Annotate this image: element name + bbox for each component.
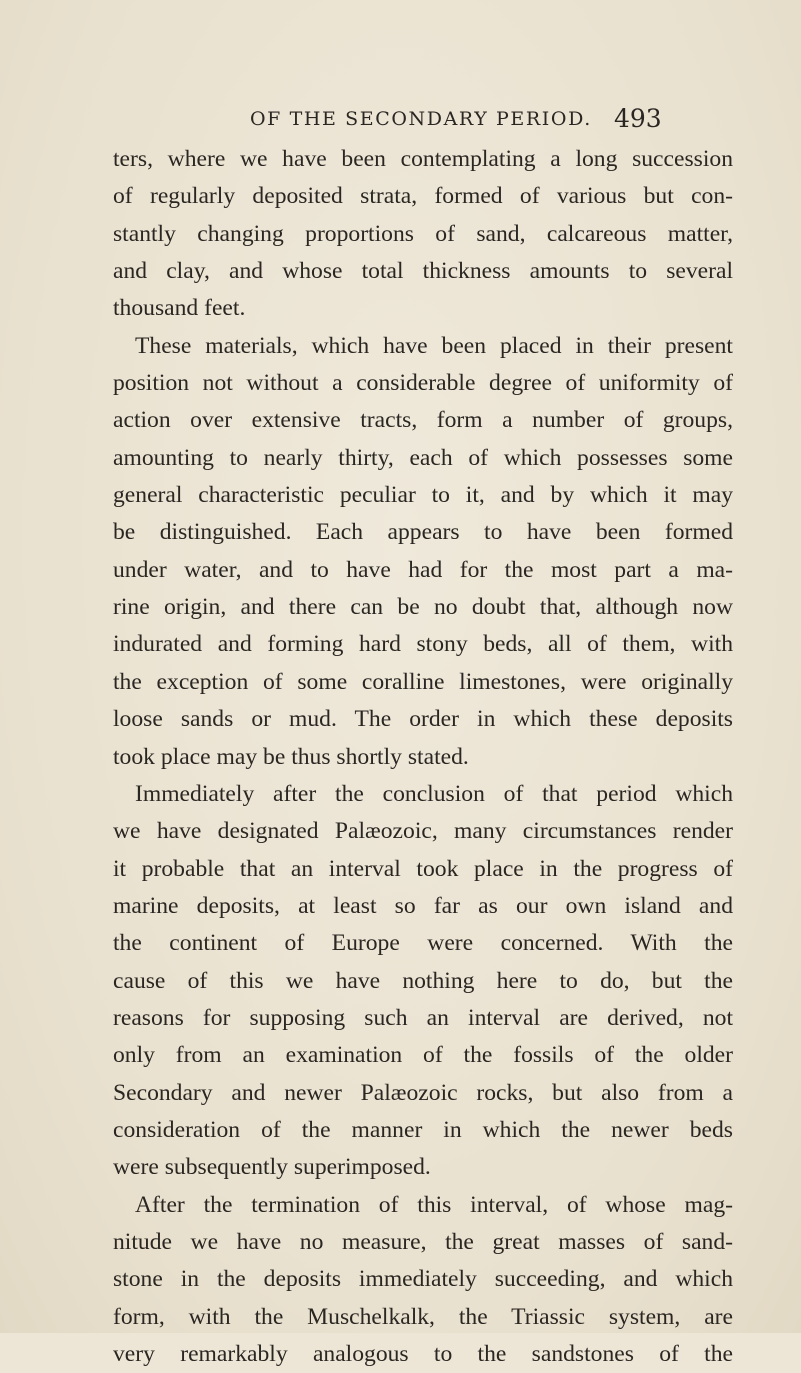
text-line: position not without a considerable degree of uniformity of: [113, 370, 733, 397]
text-line: took place may be thus shortly stated.: [113, 743, 469, 770]
text-line: we have designated Palæozoic, many circumstances render: [113, 818, 733, 845]
text-line: action over extensive tracts, form a number of groups,: [113, 407, 733, 434]
text-line: rine origin, and there can be no doubt that, although now: [113, 594, 733, 621]
text-line: form, with the Muschelkalk, the Triassic system, are: [113, 1303, 733, 1330]
text-line: loose sands or mud. The order in which these deposits: [113, 706, 733, 733]
text-line: under water, and to have had for the most part a ma-: [113, 556, 733, 583]
body-text: [113, 141, 733, 1373]
text-line: indurated and forming hard stony beds, all of them, with: [113, 631, 733, 658]
text-line: were subsequently superimposed.: [113, 1154, 431, 1181]
text-line: only from an examination of the fossils of the older: [113, 1042, 733, 1069]
page-number: 493: [614, 104, 662, 133]
text-line: amounting to nearly thirty, each of which possesses some: [113, 444, 733, 471]
text-line: the continent of Europe were concerned. With the: [113, 930, 733, 957]
text-line: the exception of some coralline limestones, were originally: [113, 668, 733, 695]
text-line: After the termination of this interval, of whose mag-: [135, 1191, 733, 1218]
text-line: Immediately after the conclusion of that period which: [135, 780, 733, 807]
text-line: marine deposits, at least so far as our own island and: [113, 892, 733, 919]
text-line: reasons for supposing such an interval are derived, not: [113, 1004, 733, 1031]
text-line: it probable that an interval took place in the progress of: [113, 855, 733, 882]
running-header: OF THE SECONDARY PERIOD.: [250, 108, 592, 130]
text-line: These materials, which have been placed in their present: [135, 332, 733, 359]
text-line: stantly changing proportions of sand, calcareous matter,: [113, 220, 733, 247]
text-line: cause of this we have nothing here to do, but the: [113, 967, 733, 994]
text-line: be distinguished. Each appears to have been formed: [113, 519, 733, 546]
text-line: very remarkably analogous to the sandstones of the: [113, 1341, 733, 1367]
text-line: Secondary and newer Palæozoic rocks, but also from a: [113, 1079, 733, 1106]
text-line: and clay, and whose total thickness amounts to several: [113, 258, 733, 285]
text-line: ters, where we have been contemplating a long succession: [113, 146, 733, 172]
text-line: general characteristic peculiar to it, and by which it may: [113, 482, 733, 509]
text-line: of regularly deposited strata, formed of various but con-: [113, 183, 733, 210]
text-line: thousand feet.: [113, 295, 246, 322]
text-line: consideration of the manner in which the newer beds: [113, 1116, 733, 1143]
text-line: nitude we have no measure, the great masses of sand-: [113, 1228, 733, 1255]
text-line: stone in the deposits immediately succeeding, and which: [113, 1266, 733, 1293]
